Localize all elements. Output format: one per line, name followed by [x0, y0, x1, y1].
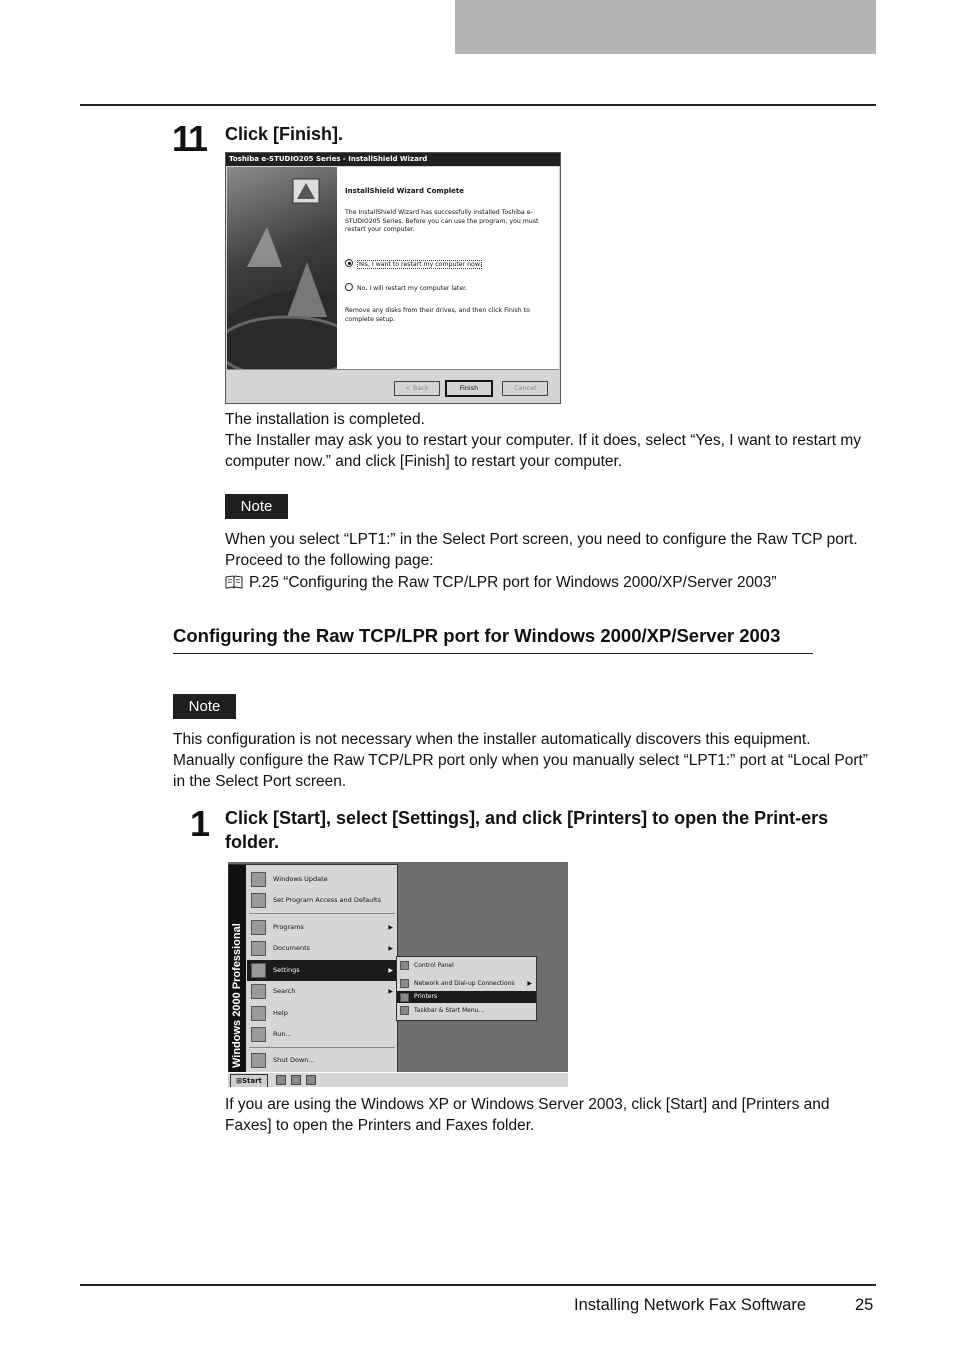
submenu-item-control-panel[interactable]: Control Panel [397, 959, 536, 972]
start-menu-banner-text: Windows 2000 Professional [231, 923, 243, 1068]
search-icon [251, 984, 266, 999]
desktop-icon[interactable] [276, 1075, 286, 1085]
footer-title: Installing Network Fax Software [574, 1296, 807, 1314]
step-title: Click [Finish]. [225, 124, 344, 144]
submenu-item-taskbar[interactable]: Taskbar & Start Menu... [397, 1004, 536, 1017]
menu-item-run[interactable]: Run... [247, 1024, 396, 1045]
restart-later-label: No, I will restart my computer later. [357, 285, 468, 292]
submenu-arrow-icon: ▶ [388, 945, 393, 952]
submenu-item-network-connections[interactable]: Network and Dial-up Connections ▶ [397, 977, 536, 990]
submenu-arrow-icon: ▶ [388, 988, 393, 995]
installation-completed-text: The installation is completed. [225, 411, 425, 428]
wizard-heading: InstallShield Wizard Complete [345, 187, 464, 195]
section-heading: Configuring the Raw TCP/LPR port for Windows 2000/XP/Server 2003 [173, 625, 781, 646]
menu-divider [249, 913, 395, 914]
restart-instruction-text: The Installer may ask you to restart your computer. If it does, select “Yes, I want to restart my computer now.” and click [Finish] to restart your computer. [225, 432, 862, 470]
settings-icon [251, 963, 266, 978]
network-icon [400, 979, 409, 988]
wizard-title-bar: Toshiba e-STUDIO205 Series - InstallShield Wizard [226, 153, 560, 166]
note-reference[interactable] [225, 572, 875, 593]
top-rule [80, 104, 876, 106]
menu-item-search[interactable]: Search ▶ [247, 981, 396, 1002]
browser-icon[interactable] [291, 1075, 301, 1085]
submenu-arrow-icon: ▶ [527, 980, 532, 987]
wizard-artwork-icon [227, 167, 337, 369]
menu-item-documents[interactable]: Documents ▶ [247, 938, 396, 959]
restart-now-label: Yes, I want to restart my computer now. [358, 261, 482, 268]
book-icon [225, 575, 243, 589]
submenu-arrow-icon: ▶ [388, 967, 393, 974]
back-button[interactable]: < Back [394, 381, 440, 396]
menu-item-help[interactable]: Help [247, 1003, 396, 1024]
menu-item-programs[interactable]: Programs ▶ [247, 917, 396, 938]
xp-instruction-text: If you are using the Windows XP or Windows Server 2003, click [Start] and [Printers and Faxes] to open the Printers and Faxes folder. [225, 1096, 830, 1134]
step-number: 11 [172, 118, 207, 159]
restart-later-radio[interactable] [345, 283, 467, 293]
finish-button[interactable]: Finish [445, 380, 493, 397]
submenu-arrow-icon: ▶ [388, 924, 393, 931]
section-note-text: This configuration is not necessary when the installer automatically discovers this equipment. Manually configure the Raw TCP/LPR port only when you manually select “LPT1:” port at “Local Port” in the Select Port screen. [173, 731, 868, 790]
page-number: 25 [855, 1296, 874, 1314]
windows-logo-icon: ⊞ [236, 1077, 242, 1085]
menu-divider [249, 1047, 395, 1048]
wizard-remove-disks-text: Remove any disks from their drives, and then click Finish to complete setup. [345, 307, 530, 323]
note-text: When you select “LPT1:” in the Select Port screen, you need to configure the Raw TCP port. Proceed to the following page: [225, 531, 858, 569]
section-rule [173, 653, 813, 654]
bottom-rule [80, 1284, 876, 1286]
note-badge: Note [225, 494, 288, 519]
wizard-side-graphic [227, 167, 337, 369]
menu-item-windows-update[interactable]: Windows Update [247, 869, 396, 890]
program-access-icon [251, 893, 266, 908]
help-icon [251, 1006, 266, 1021]
menu-item-set-program-access[interactable]: Set Program Access and Defaults [247, 890, 396, 911]
start-button[interactable]: ⊞Start [230, 1074, 268, 1087]
start-menu [228, 864, 398, 1074]
menu-item-shut-down[interactable]: Shut Down... [247, 1050, 396, 1071]
wizard-separator [227, 369, 559, 370]
printer-icon [400, 993, 409, 1002]
shut-down-icon [251, 1053, 266, 1068]
wizard-content [337, 167, 559, 369]
taskbar [228, 1072, 568, 1087]
taskbar-icon [400, 1006, 409, 1015]
header-bar [455, 0, 876, 54]
start-menu-screenshot [228, 862, 568, 1087]
note-reference-text: P.25 “Configuring the Raw TCP/LPR port for Windows 2000/XP/Server 2003” [249, 574, 777, 591]
programs-icon [251, 920, 266, 935]
settings-submenu [396, 956, 537, 1021]
control-panel-icon [400, 961, 409, 970]
step-number: 1 [190, 803, 209, 844]
wizard-message: The InstallShield Wizard has successfully installed Toshiba e-STUDIO205 Series. Before you can use the program, you must restart your computer. [345, 209, 539, 233]
run-icon [251, 1027, 266, 1042]
restart-now-radio[interactable] [345, 259, 482, 269]
documents-icon [251, 941, 266, 956]
media-icon[interactable] [306, 1075, 316, 1085]
start-menu-banner [229, 865, 246, 1073]
section-note-badge: Note [173, 694, 236, 719]
installshield-wizard-screenshot [225, 152, 561, 404]
submenu-item-printers[interactable]: Printers [397, 991, 536, 1003]
windows-update-icon [251, 872, 266, 887]
radio-unselected-icon [345, 283, 353, 291]
menu-item-settings[interactable]: Settings ▶ [247, 960, 396, 981]
radio-selected-icon [345, 259, 353, 267]
cancel-button[interactable]: Cancel [502, 381, 548, 396]
step-title: Click [Start], select [Settings], and click [Printers] to open the Print-ers folder. [225, 808, 829, 852]
